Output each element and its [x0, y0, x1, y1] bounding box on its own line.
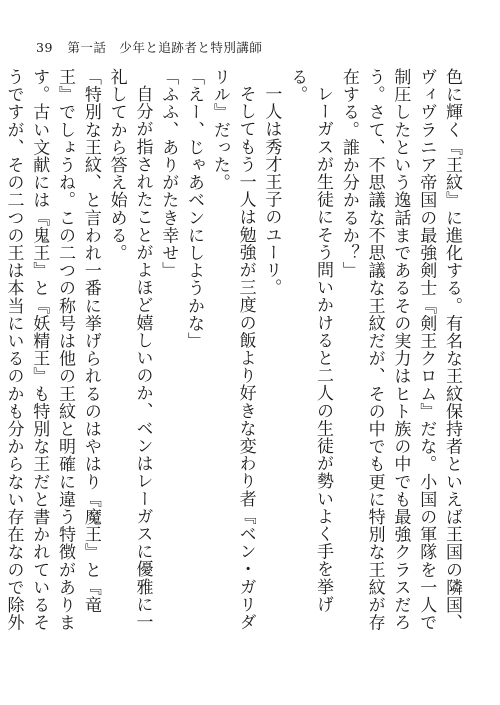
dialogue-paragraph: 「特別な王紋、と言われ一番に挙げられるのはやはり『魔王』と『竜王』でしょうね。この二つの称号は他の王紋と明確に違う特徴があります。古い文献には『鬼王』と『妖精王』も特別な王だと書かれているそうですが、その二つの王は本当にいるのかも分からない存在なので除外	[3, 68, 101, 632]
chapter-title: 第一話 少年と追跡者と特別講師	[67, 40, 263, 55]
dialogue-paragraph: 「えー、じゃあベンにしようかな」	[184, 68, 205, 350]
running-header	[36, 38, 262, 56]
paragraph: そしてもう一人は勉強が三度の飯より好きな変わり者『ベン・ガリダリル』だった。	[209, 68, 256, 631]
page-number: 39	[36, 40, 53, 55]
paragraph: 一人は秀才王子のユーリ。	[261, 85, 282, 297]
dialogue-paragraph: 「ふふ、ありがたき幸せ」	[158, 68, 179, 280]
paragraph: 自分が指されたことがよほど嬉しいのか、ベンはレーガスに優雅に一礼してから答え始める。	[106, 68, 153, 631]
paragraph: 色に輝く『王紋』に進化する。有名な王紋保持者といえば王国の隣国、ヴィヴラニア帝国の最強剣士『剣王クロム』だな。小国の軍隊を一人で制圧したという逸話まであるその実力はヒト族の中でも最強クラスだろう。さて、不思議な不思議な王紋だが、その中でも更に特別な王紋が存在する。誰か分かるか？」	[338, 68, 462, 632]
paragraph: レーガスが生徒にそう問いかけると二人の生徒が勢いよく手を挙げる。	[287, 68, 334, 613]
vertical-text-body	[3, 68, 464, 638]
